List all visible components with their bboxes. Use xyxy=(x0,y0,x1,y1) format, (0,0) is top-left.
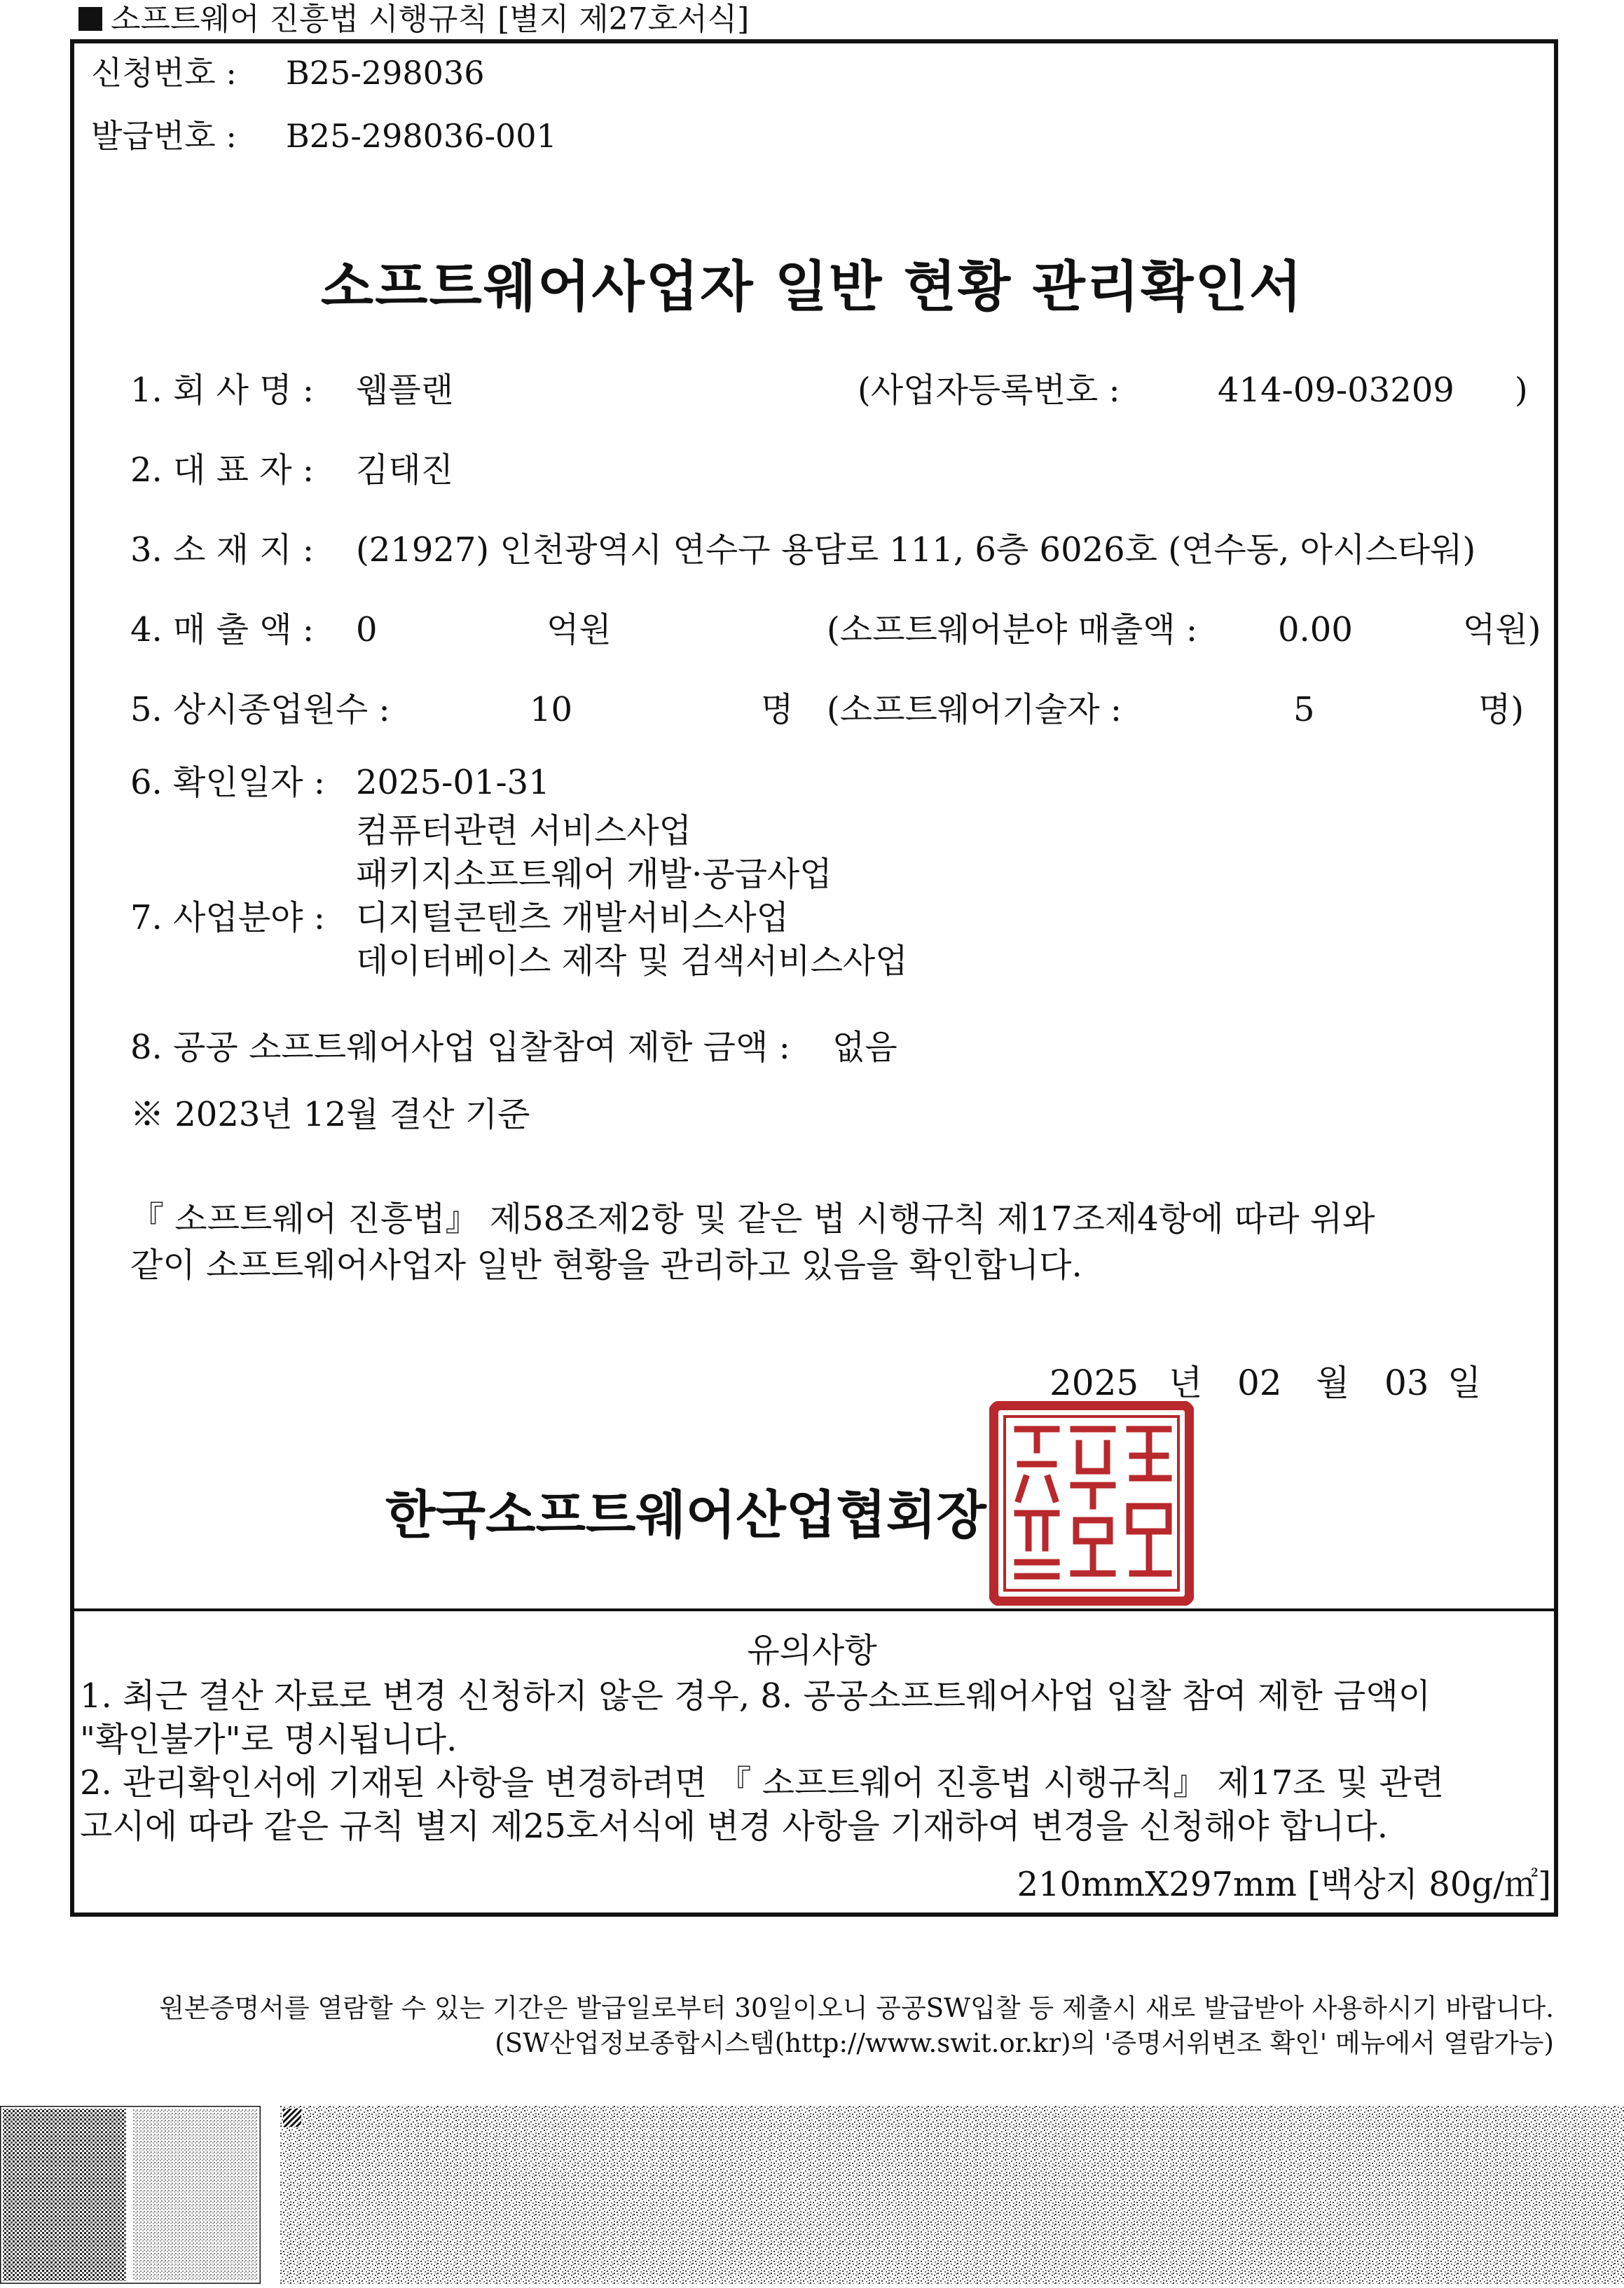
footer-line-2: (SW산업정보종합시스템(http://www.swit.or.kr)의 '증명서위변조 확인' 메뉴에서 열람가능) xyxy=(495,2028,1554,2058)
notice-line-4: 고시에 따라 같은 규칙 별지 제25호서식에 변경 사항을 기재하여 변경을 신청해야 합니다. xyxy=(80,1807,1389,1846)
application-no-value: B25-298036 xyxy=(286,54,485,92)
business-label: 7. 사업분야 : xyxy=(130,898,325,937)
notice-divider xyxy=(72,1608,1556,1611)
bid-limit-label: 8. 공공 소프트웨어사업 입찰참여 제한 금액 : xyxy=(130,1028,790,1067)
notice-title: 유의사항 xyxy=(747,1631,877,1670)
notice-line-2: "확인불가"로 명시됩니다. xyxy=(80,1720,457,1759)
business-field-3: 디지털콘텐츠 개발서비스사업 xyxy=(356,898,790,937)
sw-revenue-value: 0.00 xyxy=(1278,610,1353,649)
black-square-icon xyxy=(78,7,102,31)
ceo-name: 김태진 xyxy=(356,450,454,490)
document-title: 소프트웨어사업자 일반 현황 관리확인서 xyxy=(320,255,1304,319)
signer-title: 한국소프트웨어산업협회장 xyxy=(385,1485,986,1545)
employees-unit: 명 xyxy=(761,690,794,729)
notice-line-3: 2. 관리확인서에 기재된 사항을 변경하려면 『 소프트웨어 진흥법 시행규칙』 제17조 및 관련 xyxy=(80,1763,1445,1803)
form-caption xyxy=(78,1,749,38)
revenue-label: 4. 매 출 액 : xyxy=(130,610,315,649)
issue-day-unit: 일 xyxy=(1447,1363,1482,1403)
sw-revenue-unit: 억원) xyxy=(1463,610,1541,649)
address-value: (21927) 인천광역시 연수구 용담로 111, 6층 6026호 (연수동, 아시스타워) xyxy=(356,530,1476,570)
revenue-unit: 억원 xyxy=(546,610,612,649)
official-seal-icon xyxy=(989,1401,1194,1606)
issue-month-unit: 월 xyxy=(1316,1363,1350,1403)
employees-label: 5. 상시종업원수 : xyxy=(130,690,390,729)
biz-reg-number: 414-09-03209 xyxy=(1218,371,1454,410)
statement-line-2: 같이 소프트웨어사업자 일반 현황을 관리하고 있음을 확인합니다. xyxy=(130,1246,1082,1285)
notice-line-1: 1. 최근 결산 자료로 변경 신청하지 않은 경우, 8. 공공소프트웨어사업 입찰 참여 제한 금액이 xyxy=(80,1676,1431,1716)
footer-line-1: 원본증명서를 열람할 수 있는 기간은 발급일로부터 30일이오니 공공SW입찰 등 제출시 새로 발급받아 사용하시기 바랍니다. xyxy=(159,1993,1554,2023)
biz-reg-close: ) xyxy=(1515,371,1528,410)
sw-tech-value: 5 xyxy=(1293,690,1315,729)
biz-reg-label: (사업자등록번호 : xyxy=(858,371,1120,410)
employees-value: 10 xyxy=(530,690,573,729)
issue-no-value: B25-298036-001 xyxy=(286,117,557,155)
company-name: 웹플랜 xyxy=(356,371,454,410)
issue-year: 2025 xyxy=(1050,1363,1139,1403)
confirm-date-label: 6. 확인일자 : xyxy=(130,763,325,802)
settlement-basis-note: ※ 2023년 12월 결산 기준 xyxy=(130,1095,530,1134)
address-label: 3. 소 재 지 : xyxy=(130,530,315,570)
bid-limit-value: 없음 xyxy=(832,1028,897,1067)
ceo-label: 2. 대 표 자 : xyxy=(130,450,315,490)
business-field-2: 패키지소프트웨어 개발·공급사업 xyxy=(356,855,832,894)
issue-day: 03 xyxy=(1384,1363,1429,1403)
issue-year-unit: 년 xyxy=(1169,1363,1203,1403)
revenue-value: 0 xyxy=(356,610,378,649)
paper-spec: 210mmX297mm [백상지 80g/㎡] xyxy=(1017,1865,1551,1904)
business-field-4: 데이터베이스 제작 및 검색서비스사업 xyxy=(356,942,908,981)
sw-tech-label: (소프트웨어기술자 : xyxy=(827,690,1122,729)
sw-revenue-label: (소프트웨어분야 매출액 : xyxy=(827,610,1198,649)
sw-tech-unit: 명) xyxy=(1478,690,1525,729)
confirm-date-value: 2025-01-31 xyxy=(356,763,550,802)
company-label: 1. 회 사 명 : xyxy=(130,371,315,410)
issue-month: 02 xyxy=(1237,1363,1282,1403)
issue-no-label: 발급번호 : xyxy=(91,117,237,155)
application-no-label: 신청번호 : xyxy=(91,54,237,92)
verification-barcode-icon xyxy=(280,2106,1624,2284)
form-caption-text: 소프트웨어 진흥법 시행규칙 [별지 제27호서식] xyxy=(111,1,750,37)
verification-code-small-icon xyxy=(0,2106,261,2284)
statement-line-1: 『 소프트웨어 진흥법』 제58조제2항 및 같은 법 시행규칙 제17조제4항에 따라 위와 xyxy=(130,1199,1375,1239)
business-field-1: 컴퓨터관련 서비스사업 xyxy=(356,811,691,850)
